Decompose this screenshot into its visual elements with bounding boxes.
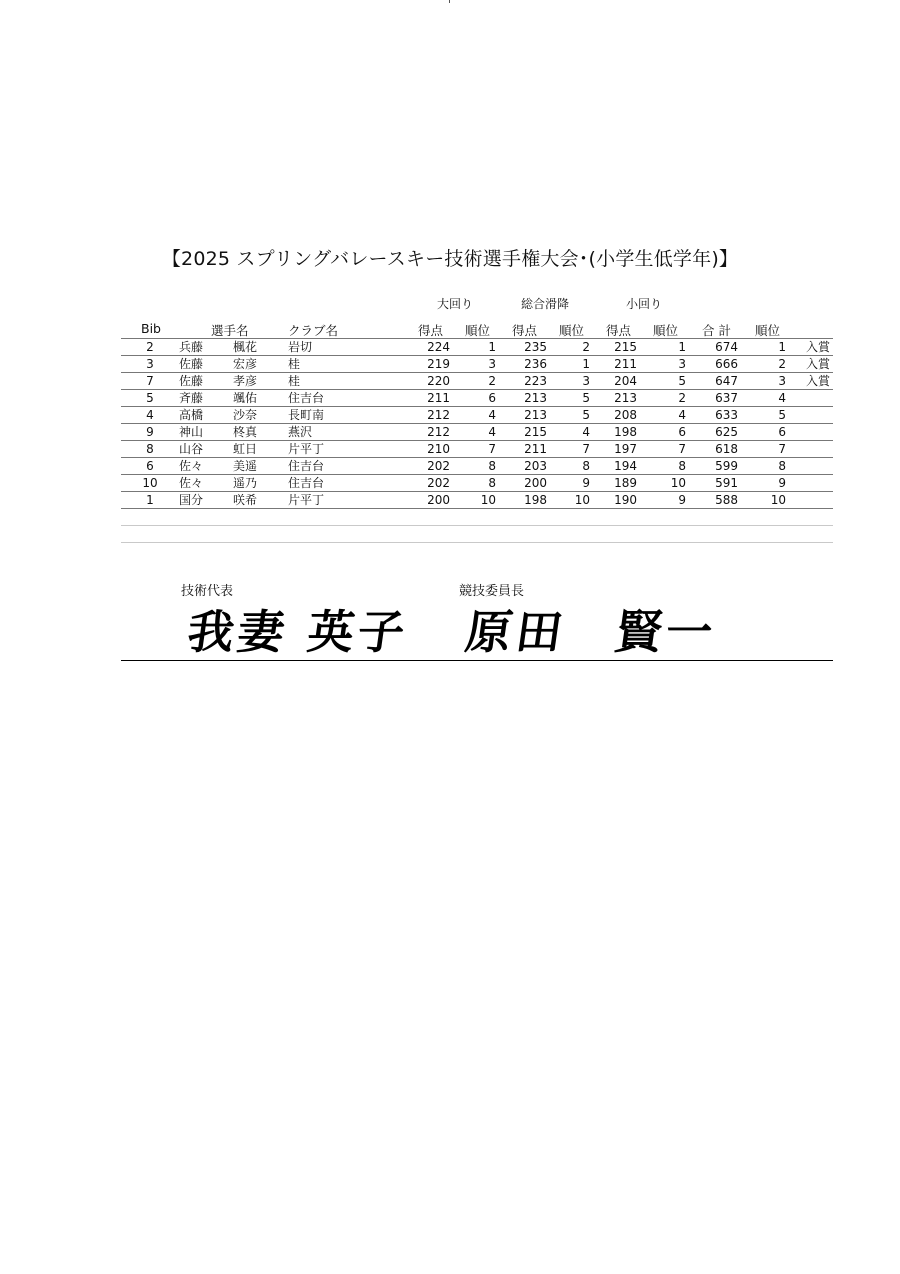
blank-row-rule xyxy=(121,542,833,543)
column-header-bib: Bib xyxy=(141,321,161,336)
first-name-cell: 楓花 xyxy=(233,340,258,354)
score-1-cell: 210 xyxy=(427,442,450,456)
bib-cell: 7 xyxy=(146,374,154,388)
club-cell: 岩切 xyxy=(288,340,313,354)
table-row xyxy=(0,458,900,475)
total-rank-cell: 2 xyxy=(778,357,786,371)
total-rank-cell: 7 xyxy=(778,442,786,456)
rank-3-cell: 3 xyxy=(678,357,686,371)
bib-cell: 2 xyxy=(146,340,154,354)
rank-2-cell: 9 xyxy=(582,476,590,490)
score-3-cell: 190 xyxy=(614,493,637,507)
score-3-cell: 194 xyxy=(614,459,637,473)
last-name-cell: 斉藤 xyxy=(179,391,204,405)
score-2-cell: 200 xyxy=(524,476,547,490)
column-header-rank-1: 順位 xyxy=(465,323,491,338)
total-cell: 633 xyxy=(715,408,738,422)
bib-cell: 3 xyxy=(146,357,154,371)
signature-rule xyxy=(121,660,833,661)
column-header-score-3: 得点 xyxy=(606,323,632,338)
column-header-rank-2: 順位 xyxy=(559,323,585,338)
column-header-score-2: 得点 xyxy=(512,323,538,338)
first-name-cell: 美遥 xyxy=(233,459,258,473)
score-1-cell: 202 xyxy=(427,476,450,490)
first-name-cell: 宏彦 xyxy=(233,357,258,371)
rank-1-cell: 8 xyxy=(488,459,496,473)
last-name-cell: 山谷 xyxy=(179,442,204,456)
rank-3-cell: 5 xyxy=(678,374,686,388)
score-2-cell: 223 xyxy=(524,374,547,388)
bib-cell: 10 xyxy=(142,476,158,490)
event-header-combined: 総合滑降 xyxy=(521,297,570,311)
rank-3-cell: 9 xyxy=(678,493,686,507)
last-name-cell: 高橋 xyxy=(179,408,204,422)
club-cell: 燕沢 xyxy=(288,425,313,439)
rank-2-cell: 10 xyxy=(574,493,590,507)
rank-1-cell: 4 xyxy=(488,408,496,422)
score-3-cell: 189 xyxy=(614,476,637,490)
score-1-cell: 200 xyxy=(427,493,450,507)
total-cell: 599 xyxy=(715,459,738,473)
first-name-cell: 虹日 xyxy=(233,442,258,456)
total-cell: 674 xyxy=(715,340,738,354)
score-2-cell: 203 xyxy=(524,459,547,473)
column-header-total: 合 計 xyxy=(702,323,731,338)
bib-cell: 4 xyxy=(146,408,154,422)
total-rank-cell: 10 xyxy=(770,493,786,507)
total-cell: 666 xyxy=(715,357,738,371)
total-cell: 647 xyxy=(715,374,738,388)
total-cell: 618 xyxy=(715,442,738,456)
rank-1-cell: 7 xyxy=(488,442,496,456)
rank-3-cell: 6 xyxy=(678,425,686,439)
club-cell: 住吉台 xyxy=(288,476,325,490)
rank-3-cell: 1 xyxy=(678,340,686,354)
table-row xyxy=(0,407,900,424)
score-1-cell: 220 xyxy=(427,374,450,388)
table-row xyxy=(0,339,900,356)
rank-1-cell: 4 xyxy=(488,425,496,439)
score-3-cell: 208 xyxy=(614,408,637,422)
results-table xyxy=(0,339,900,509)
score-3-cell: 211 xyxy=(614,357,637,371)
column-header-total-rank: 順位 xyxy=(755,323,781,338)
column-header-rank-3: 順位 xyxy=(653,323,679,338)
rank-3-cell: 8 xyxy=(678,459,686,473)
total-rank-cell: 1 xyxy=(778,340,786,354)
total-rank-cell: 6 xyxy=(778,425,786,439)
table-row xyxy=(0,373,900,390)
technical-delegate-label: 技術代表 xyxy=(181,584,234,599)
total-rank-cell: 5 xyxy=(778,408,786,422)
rank-1-cell: 8 xyxy=(488,476,496,490)
chair-label: 競技委員長 xyxy=(459,584,525,599)
rank-1-cell: 3 xyxy=(488,357,496,371)
score-1-cell: 211 xyxy=(427,391,450,405)
score-1-cell: 212 xyxy=(427,408,450,422)
rank-1-cell: 6 xyxy=(488,391,496,405)
total-rank-cell: 8 xyxy=(778,459,786,473)
first-name-cell: 颯佑 xyxy=(233,391,258,405)
score-2-cell: 213 xyxy=(524,391,547,405)
club-cell: 住吉台 xyxy=(288,459,325,473)
score-2-cell: 211 xyxy=(524,442,547,456)
blank-row-rule xyxy=(121,525,833,526)
last-name-cell: 佐々 xyxy=(179,476,204,490)
first-name-cell: 孝彦 xyxy=(233,374,258,388)
bib-cell: 1 xyxy=(146,493,154,507)
rank-2-cell: 1 xyxy=(582,357,590,371)
last-name-cell: 兵藤 xyxy=(179,340,204,354)
first-name-cell: 咲希 xyxy=(233,493,258,507)
last-name-cell: 佐藤 xyxy=(179,374,204,388)
club-cell: 住吉台 xyxy=(288,391,325,405)
column-header-name: 選手名 xyxy=(211,323,249,338)
bib-cell: 6 xyxy=(146,459,154,473)
rank-2-cell: 4 xyxy=(582,425,590,439)
table-row xyxy=(0,356,900,373)
first-name-cell: 沙奈 xyxy=(233,408,258,422)
table-row xyxy=(0,492,900,509)
score-3-cell: 204 xyxy=(614,374,637,388)
rank-3-cell: 7 xyxy=(678,442,686,456)
event-header-slalom: 小回り xyxy=(626,297,663,311)
club-cell: 片平丁 xyxy=(288,493,325,507)
rank-3-cell: 4 xyxy=(678,408,686,422)
total-cell: 591 xyxy=(715,476,738,490)
total-rank-cell: 9 xyxy=(778,476,786,490)
rank-2-cell: 3 xyxy=(582,374,590,388)
club-cell: 桂 xyxy=(288,357,301,371)
chair-signature: 原田 賢一 xyxy=(462,605,720,659)
table-row xyxy=(0,441,900,458)
score-2-cell: 235 xyxy=(524,340,547,354)
club-cell: 片平丁 xyxy=(288,442,325,456)
total-cell: 637 xyxy=(715,391,738,405)
column-header-score-1: 得点 xyxy=(418,323,444,338)
award-cell: 入賞 xyxy=(806,374,831,388)
rank-1-cell: 2 xyxy=(488,374,496,388)
bib-cell: 9 xyxy=(146,425,154,439)
score-1-cell: 219 xyxy=(427,357,450,371)
rank-2-cell: 2 xyxy=(582,340,590,354)
rank-2-cell: 7 xyxy=(582,442,590,456)
bib-cell: 8 xyxy=(146,442,154,456)
document-title: 【2025 スプリングバレースキー技術選手権大会･(小学生低学年)】 xyxy=(161,247,739,270)
page-top-mark xyxy=(449,0,450,3)
column-header-club: クラブ名 xyxy=(288,323,339,338)
score-1-cell: 212 xyxy=(427,425,450,439)
first-name-cell: 遥乃 xyxy=(233,476,258,490)
score-2-cell: 236 xyxy=(524,357,547,371)
event-header-giant-slalom: 大回り xyxy=(437,297,474,311)
rank-2-cell: 5 xyxy=(582,408,590,422)
score-3-cell: 198 xyxy=(614,425,637,439)
score-3-cell: 197 xyxy=(614,442,637,456)
club-cell: 桂 xyxy=(288,374,301,388)
score-2-cell: 215 xyxy=(524,425,547,439)
score-3-cell: 215 xyxy=(614,340,637,354)
total-rank-cell: 4 xyxy=(778,391,786,405)
technical-delegate-signature: 我妻 英子 xyxy=(184,605,412,659)
first-name-cell: 柊真 xyxy=(233,425,258,439)
score-3-cell: 213 xyxy=(614,391,637,405)
last-name-cell: 佐々 xyxy=(179,459,204,473)
last-name-cell: 神山 xyxy=(179,425,204,439)
last-name-cell: 佐藤 xyxy=(179,357,204,371)
last-name-cell: 国分 xyxy=(179,493,204,507)
score-2-cell: 213 xyxy=(524,408,547,422)
award-cell: 入賞 xyxy=(806,340,831,354)
rank-1-cell: 1 xyxy=(488,340,496,354)
row-rule xyxy=(121,508,833,509)
rank-2-cell: 8 xyxy=(582,459,590,473)
score-1-cell: 224 xyxy=(427,340,450,354)
score-2-cell: 198 xyxy=(524,493,547,507)
award-cell: 入賞 xyxy=(806,357,831,371)
rank-3-cell: 10 xyxy=(670,476,686,490)
club-cell: 長町南 xyxy=(288,408,325,422)
rank-3-cell: 2 xyxy=(678,391,686,405)
score-1-cell: 202 xyxy=(427,459,450,473)
table-row xyxy=(0,424,900,441)
total-cell: 588 xyxy=(715,493,738,507)
table-row xyxy=(0,475,900,492)
total-cell: 625 xyxy=(715,425,738,439)
bib-cell: 5 xyxy=(146,391,154,405)
total-rank-cell: 3 xyxy=(778,374,786,388)
rank-2-cell: 5 xyxy=(582,391,590,405)
rank-1-cell: 10 xyxy=(480,493,496,507)
table-row xyxy=(0,390,900,407)
